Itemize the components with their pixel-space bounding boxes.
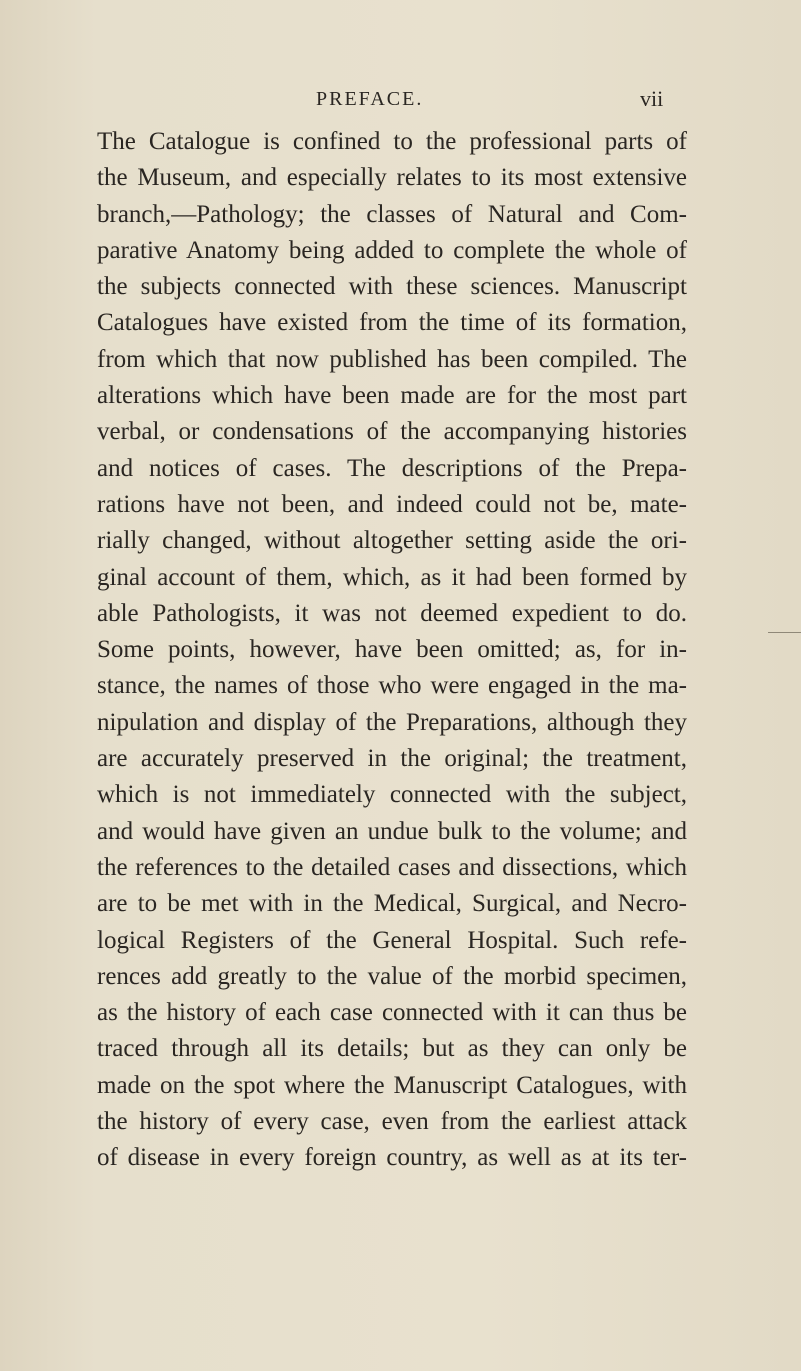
text-line: which is not immediately connected with the subject,	[97, 781, 687, 809]
text-line: alterations which have been made are for the most part	[97, 382, 687, 410]
margin-rule	[768, 632, 801, 633]
running-head	[0, 84, 801, 114]
text-line: made on the spot where the Manuscript Catalogues, with	[97, 1071, 687, 1099]
text-line: The Catalogue is confined to the professional parts of	[97, 128, 687, 155]
text-line: verbal, or condensations of the accompanying histories	[97, 418, 687, 446]
text-line: from which that now published has been compiled. The	[97, 345, 687, 373]
text-line: the subjects connected with these sciences. Manuscript	[97, 273, 687, 301]
text-line: branch,—Pathology; the classes of Natural and Com-	[97, 200, 687, 228]
text-line: and would have given an undue bulk to the volume; and	[97, 817, 687, 845]
text-line: logical Registers of the General Hospital. Such refe-	[97, 926, 687, 954]
text-line: are accurately preserved in the original; the treatment,	[97, 745, 687, 773]
text-line: the history of every case, even from the earliest attack	[97, 1108, 687, 1136]
text-line: the references to the detailed cases and dissections, which	[97, 853, 687, 881]
running-title: PREFACE.	[316, 88, 424, 110]
text-line: are to be met with in the Medical, Surgical, and Necro-	[97, 890, 687, 918]
text-line: the Museum, and especially relates to its most extensive	[97, 164, 687, 192]
body-text	[97, 124, 687, 1177]
text-line: Catalogues have existed from the time of its formation,	[97, 309, 687, 337]
text-line: nipulation and display of the Preparations, although they	[97, 708, 687, 736]
text-line: ginal account of them, which, as it had been formed by	[97, 563, 687, 591]
text-line: and notices of cases. The descriptions of the Prepa-	[97, 454, 687, 482]
text-line: stance, the names of those who were engaged in the ma-	[97, 672, 687, 700]
page-number: vii	[640, 86, 664, 111]
text-line: as the history of each case connected with it can thus be	[97, 999, 687, 1027]
text-line: rations have not been, and indeed could not be, mate-	[97, 490, 687, 518]
text-line: rially changed, without altogether setting aside the ori-	[97, 527, 687, 555]
text-line: able Pathologists, it was not deemed expedient to do.	[97, 599, 687, 627]
text-line: rences add greatly to the value of the morbid specimen,	[97, 962, 687, 990]
text-line: of disease in every foreign country, as well as at its ter-	[97, 1144, 687, 1172]
text-line: Some points, however, have been omitted; as, for in-	[97, 636, 687, 664]
text-line: parative Anatomy being added to complete the whole of	[97, 236, 687, 264]
text-line: traced through all its details; but as they can only be	[97, 1035, 687, 1063]
